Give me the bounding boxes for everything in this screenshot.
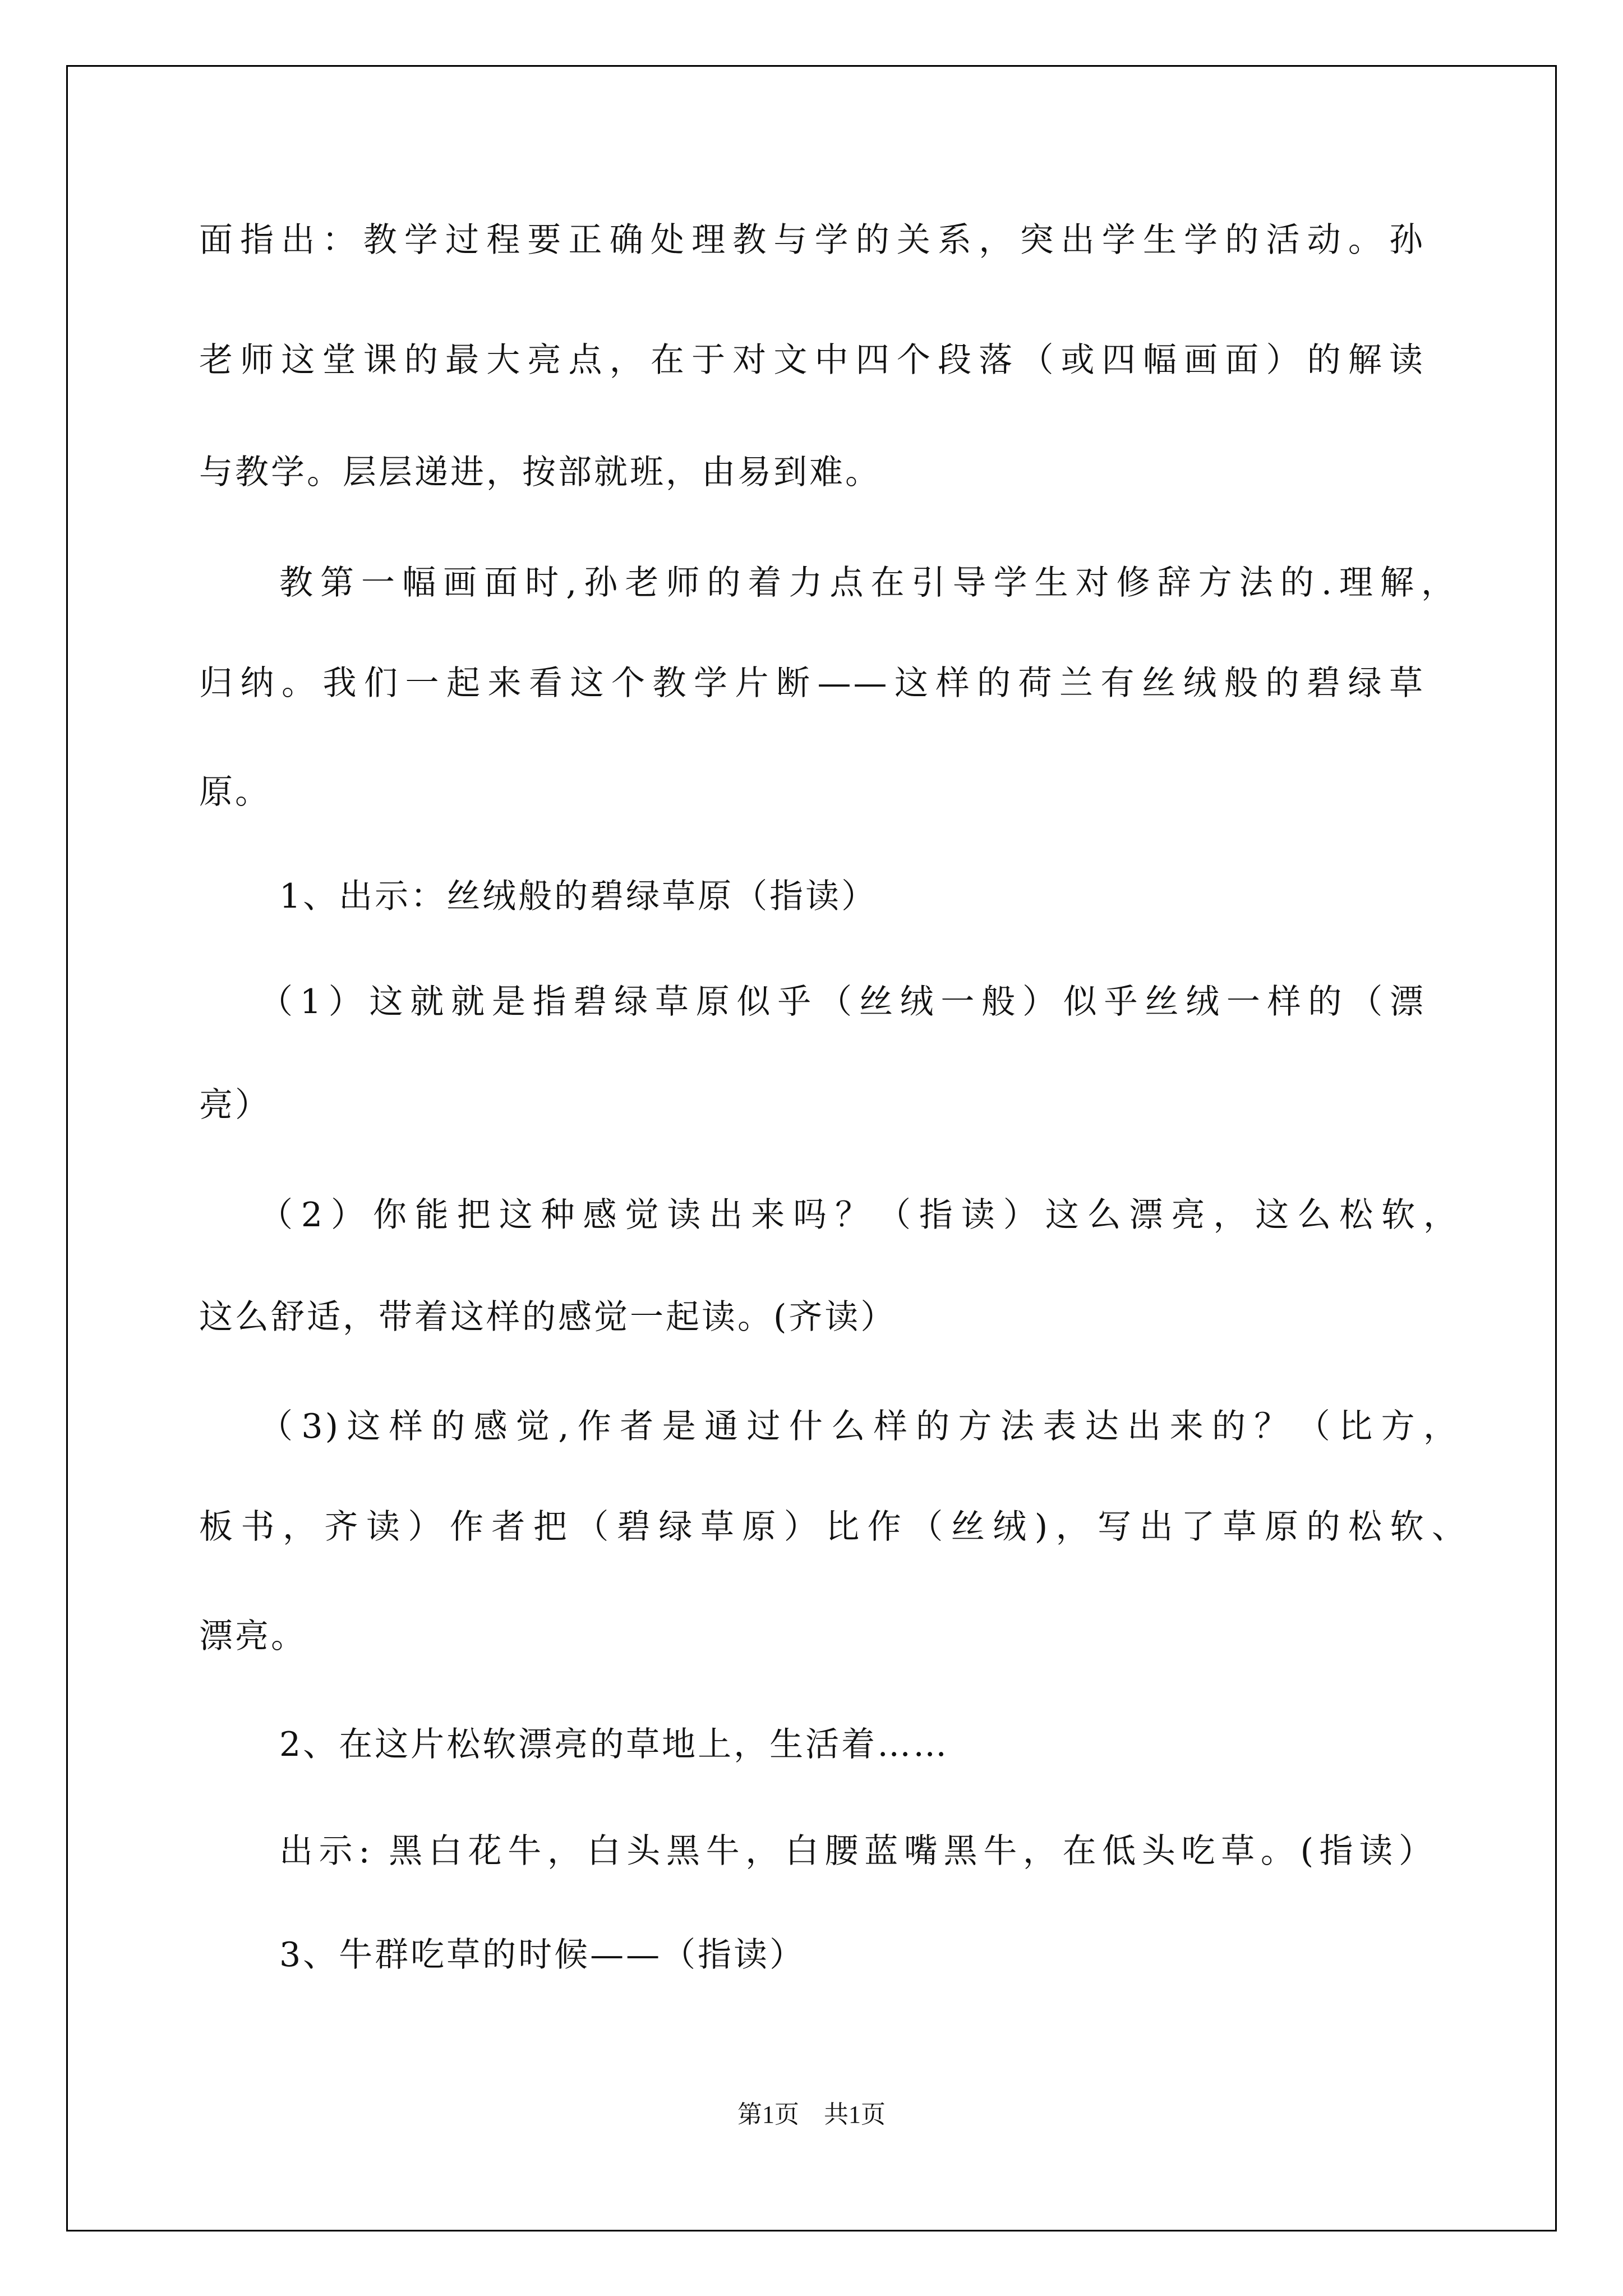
- text-line-3: 与教学。层层递进，按部就班，由易到难。: [199, 453, 881, 492]
- text-line-9: 亮）: [199, 1085, 271, 1125]
- text-line-14: 漂亮。: [199, 1617, 307, 1656]
- text-line-15: 2、在这片松软漂亮的草地上，生活着……: [279, 1725, 949, 1764]
- text-line-13: 板书，齐读）作者把（碧绿草原）比作（丝绒)，写出了草原的松软、: [199, 1507, 1468, 1547]
- text-line-6: 原。: [199, 772, 271, 812]
- page-number-footer: 第1页 共1页: [737, 2101, 886, 2128]
- text-line-7: 1、出示：丝绒般的碧绿草原（指读）: [279, 877, 878, 916]
- text-line-1: 面指出：教学过程要正确处理教与学的关系，突出学生学的活动。孙: [199, 220, 1425, 260]
- text-line-2: 老师这堂课的最大亮点，在于对文中四个段落（或四幅画面）的解读: [199, 341, 1425, 380]
- text-line-11: 这么舒适，带着这样的感觉一起读。(齐读）: [199, 1297, 897, 1337]
- page-border: [66, 65, 1557, 2231]
- text-line-8: （1）这就就是指碧绿草原似乎（丝绒一般）似乎丝绒一样的（漂: [259, 982, 1426, 1022]
- text-line-5: 归纳。我们一起来看这个教学片断——这样的荷兰有丝绒般的碧绿草: [199, 664, 1425, 703]
- text-line-16: 出示: 黑白花牛，白头黑牛，白腰蓝嘴黑牛，在低头吃草。(指读）: [279, 1832, 1435, 1871]
- text-line-4: 教第一幅画面时,孙老师的着力点在引导学生对修辞方法的.理解，: [279, 563, 1457, 602]
- text-line-17: 3、牛群吃草的时候——（指读）: [279, 1935, 806, 1975]
- text-line-10: （2）你能把这种感觉读出来吗？（指读）这么漂亮，这么松软，: [259, 1195, 1459, 1235]
- text-line-12: （3)这样的感觉,作者是通过什么样的方法表达出来的？（比方，: [259, 1407, 1459, 1446]
